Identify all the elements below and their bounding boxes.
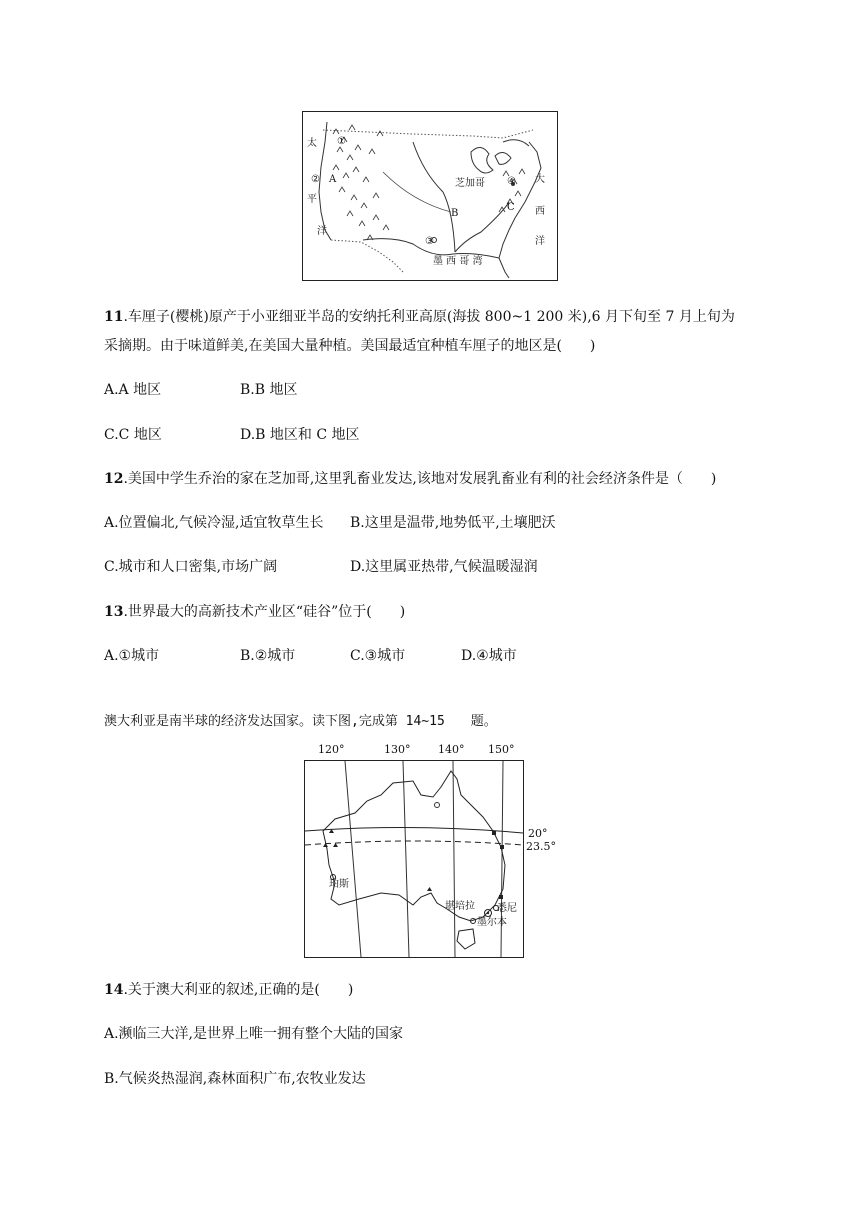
q11-option-d: D.B 地区和 C 地区	[240, 427, 360, 443]
question-11-text-1: .车厘子(樱桃)原产于小亚细亚半岛的安纳托利亚高原(海拔 800~1 200 米),6 月下旬至 7 月上旬为	[123, 309, 735, 325]
q14-option-b: B.气候炎热湿润,森林面积广布,农牧业发达	[104, 1071, 366, 1087]
usa-label-pacific-2: 平	[307, 194, 317, 205]
usa-label-chicago: 芝加哥	[455, 178, 485, 189]
usa-label-circle1: ①	[337, 136, 346, 147]
usa-label-atlantic-1: 大	[535, 174, 545, 185]
question-11-number: 11	[104, 309, 124, 325]
usa-label-B: B	[451, 208, 459, 219]
q14-option-a: A.濒临三大洋,是世界上唯一拥有整个大陆的国家	[104, 1026, 404, 1042]
aus-lon-140: 140°	[438, 743, 465, 756]
question-14	[104, 980, 353, 1000]
usa-label-circle3: ③	[425, 236, 434, 247]
australia-map-container	[300, 744, 562, 960]
question-14-text: .关于澳大利亚的叙述,正确的是( )	[123, 982, 354, 998]
aus-lon-150: 150°	[488, 743, 515, 756]
question-13-number: 13	[104, 604, 124, 620]
usa-label-circle4: ④	[507, 176, 516, 187]
q12-option-c: C.城市和人口密集,市场广阔	[104, 559, 278, 575]
usa-label-circle2: ②	[311, 174, 320, 185]
aus-city-sydney: 悉尼	[497, 903, 517, 914]
q12-option-b: B.这里是温带,地势低平,土壤肥沃	[350, 515, 556, 531]
usa-label-C: C	[507, 202, 515, 213]
question-12-number: 12	[104, 471, 124, 487]
aus-lat-20: 20°	[528, 827, 548, 840]
q13-option-d: D.④城市	[461, 648, 517, 664]
question-11-line2: 采摘期。由于味道鲜美,在美国大量种植。美国最适宜种植车厘子的地区是( )	[104, 338, 596, 354]
usa-label-pacific-3: 洋	[317, 226, 327, 237]
question-11-line1	[104, 307, 735, 327]
question-12	[104, 469, 716, 489]
usa-label-atlantic-2: 西	[535, 206, 545, 217]
usa-label-pacific-1: 太	[307, 138, 317, 149]
aus-city-melbourne: 墨尔本	[477, 917, 507, 928]
usa-label-A: A	[329, 174, 337, 185]
usa-label-atlantic-3: 洋	[535, 236, 545, 247]
q12-option-d: D.这里属亚热带,气候温暖湿润	[350, 559, 538, 575]
question-13-text: .世界最大的高新技术产业区“硅谷”位于( )	[123, 604, 406, 620]
aus-city-canberra: 堪培拉	[445, 901, 475, 912]
q13-option-c: C.③城市	[350, 648, 406, 664]
usa-map	[302, 111, 558, 281]
q13-option-a: A.①城市	[104, 648, 160, 664]
question-12-text: .美国中学生乔治的家在芝加哥,这里乳畜业发达,该地对发展乳畜业有利的社会经济条件是（ )	[123, 471, 717, 487]
australia-map	[304, 760, 524, 958]
question-13	[104, 602, 405, 622]
q11-option-b: B.B 地区	[240, 382, 298, 398]
section-intro: 澳大利亚是南半球的经济发达国家。读下图,完成第 14~15 题。	[104, 714, 497, 729]
aus-lon-130: 130°	[384, 743, 411, 756]
question-14-number: 14	[104, 982, 124, 998]
q13-option-b: B.②城市	[240, 648, 296, 664]
aus-city-perth: 珀斯	[329, 879, 349, 890]
usa-label-gulf: 墨 西 哥 湾	[433, 256, 483, 267]
aus-lat-23-5: 23.5°	[526, 840, 556, 853]
aus-lon-120: 120°	[318, 743, 345, 756]
q12-option-a: A.位置偏北,气候冷湿,适宜牧草生长	[104, 515, 324, 531]
q11-option-c: C.C 地区	[104, 427, 162, 443]
q11-option-a: A.A 地区	[104, 382, 162, 398]
